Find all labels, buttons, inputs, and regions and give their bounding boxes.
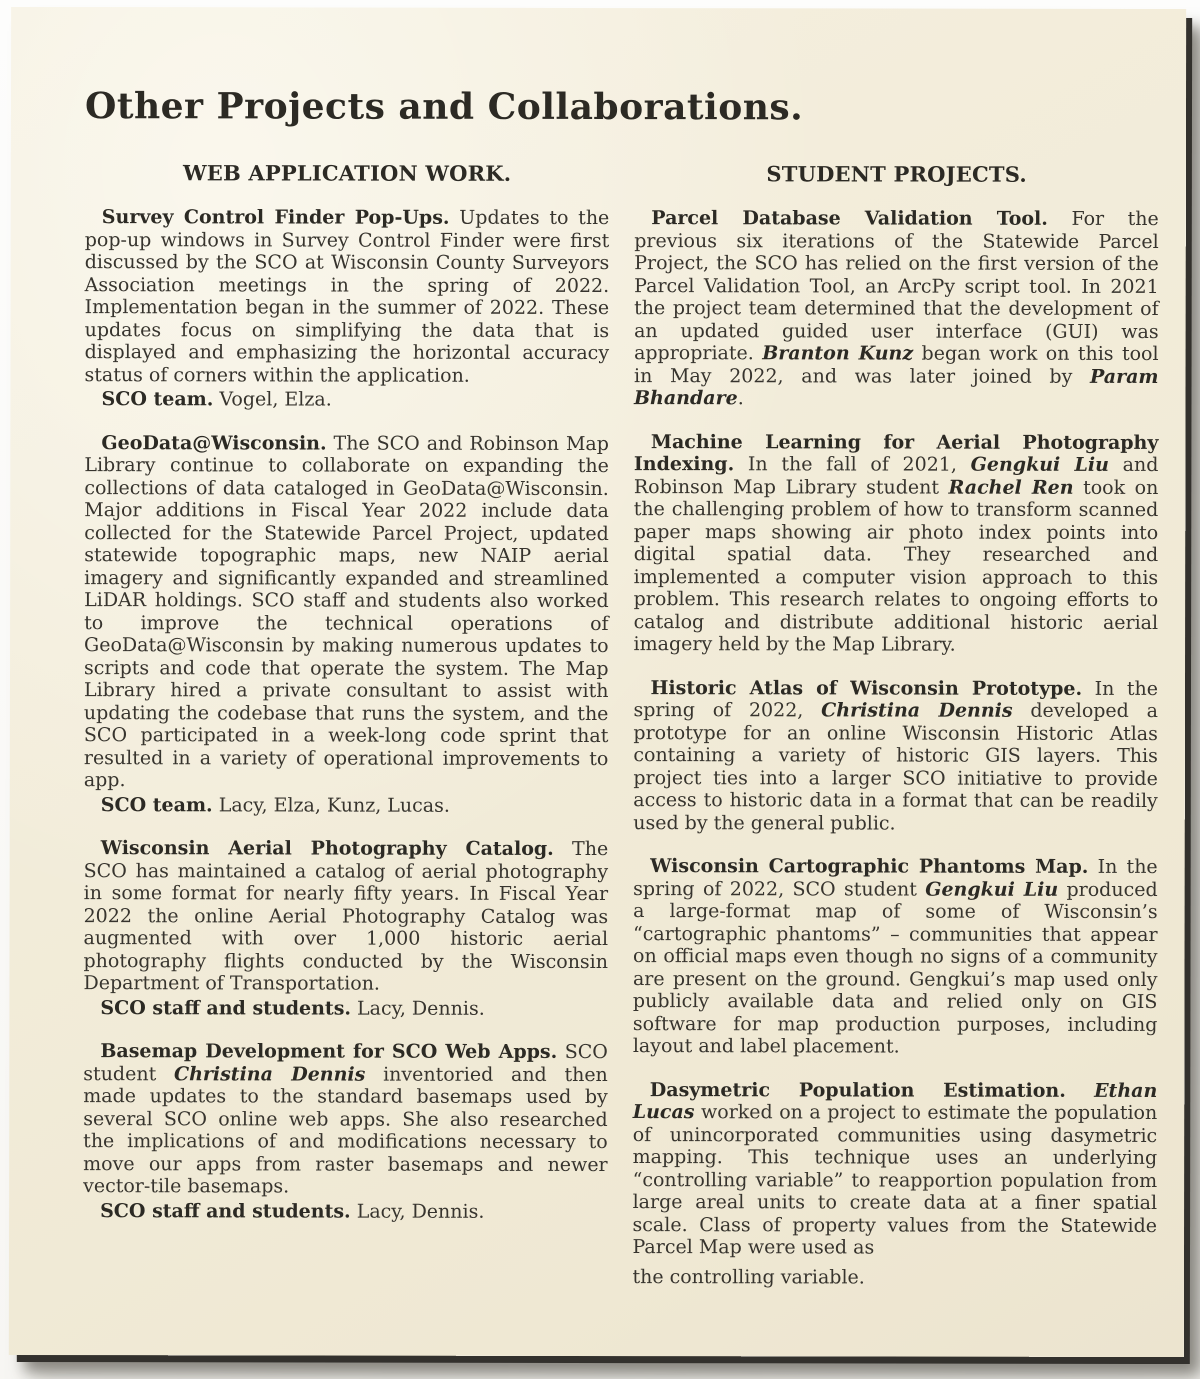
team-line bbox=[84, 794, 609, 817]
project-title: Wisconsin Cartographic Phantoms Map. bbox=[650, 855, 1089, 879]
document-page bbox=[9, 7, 1186, 1357]
project-body-text bbox=[1066, 1080, 1094, 1102]
two-column-layout bbox=[83, 160, 1159, 1289]
project-paragraph bbox=[633, 677, 1158, 835]
person-name: Christina Dennis bbox=[173, 1062, 366, 1086]
project-paragraph bbox=[634, 207, 1159, 410]
project-body-text: . bbox=[737, 387, 744, 410]
column-header-student-projects: STUDENT PROJECTS. bbox=[766, 161, 1027, 187]
project-title: Machine Learning for Aerial Photography Indexing. bbox=[633, 430, 1159, 476]
project-paragraph bbox=[632, 1079, 1157, 1260]
project-body-text: SCO student bbox=[83, 1041, 608, 1085]
team-names: Lacy, Dennis. bbox=[351, 997, 485, 1020]
project-title: GeoData@Wisconsin. bbox=[101, 431, 327, 455]
project-body-text: took on the challenging problem of how to transform scanned paper maps showing air photo index points into digital spatial data. They researched and implemented a computer vision approach to this problem. This research relates to ongoing efforts to catalog and distribute additional historic aerial imagery held by the Map Library. bbox=[633, 476, 1159, 656]
project-paragraph bbox=[84, 432, 609, 793]
project-body-text: inventoried and then made updates to the standard basemaps used by several SCO online web apps. She also researched the implications of and modifications necessary to move our apps from raster basemaps and newer vector-tile basemaps. bbox=[83, 1063, 608, 1198]
person-name: Branton Kunz bbox=[762, 342, 914, 365]
project-title: Parcel Database Validation Tool. bbox=[651, 207, 1048, 230]
team-line bbox=[83, 997, 608, 1020]
project-body-text: worked on a project to estimate the population of unincorporated communities using dasymetric mapping. This technique uses an underlying “controlling variable” to reapportion population from large areal units to create data at a finer spatial scale. Class of property values from the Statewide Parcel Map were used as bbox=[632, 1101, 1158, 1259]
left-sections bbox=[83, 206, 609, 1223]
project-paragraph bbox=[633, 855, 1158, 1058]
project-title: Dasymetric Population Estimation. bbox=[649, 1078, 1066, 1102]
column-header-web-application-work: WEB APPLICATION WORK. bbox=[182, 160, 512, 187]
project-body-text: Updates to the pop-up windows in Survey Control Finder were first discussed by the SCO at Wisconsin County Surveyors Association meetings in the spring of 2022. Implementation began in the summer of 2022. These updates focus on simplifying the data that is displayed and emphasizing the horizontal accuracy status of corners within the application. bbox=[84, 206, 610, 387]
project-paragraph bbox=[83, 837, 608, 995]
person-name: Param Bhandare bbox=[633, 365, 1159, 410]
team-names: Vogel, Elza. bbox=[213, 388, 332, 411]
person-name: Ethan Lucas bbox=[632, 1079, 1158, 1124]
project-title: Basemap Development for SCO Web Apps. bbox=[100, 1040, 558, 1064]
right-sections bbox=[632, 207, 1158, 1289]
project-paragraph bbox=[83, 1040, 608, 1198]
continuation-line: the controlling variable. bbox=[632, 1265, 865, 1289]
project-body-text: In the fall of 2021, bbox=[734, 453, 971, 476]
team-line bbox=[84, 388, 609, 411]
person-name: Christina Dennis bbox=[821, 699, 1013, 722]
project-body-text: began work on this tool in May 2022, and was later joined by bbox=[634, 342, 1159, 388]
project-body-text: and Robinson Map Library student bbox=[633, 454, 1159, 499]
column-left bbox=[83, 160, 609, 1223]
project-paragraph bbox=[85, 206, 610, 387]
person-name: Rachel Ren bbox=[948, 476, 1074, 499]
project-title: Historic Atlas of Wisconsin Prototype. bbox=[650, 676, 1083, 700]
team-label: SCO staff and students. bbox=[100, 1199, 351, 1223]
project-title: Survey Control Finder Pop-Ups. bbox=[101, 206, 450, 229]
team-names: Lacy, Elza, Kunz, Lucas. bbox=[212, 794, 450, 817]
project-body-text: The SCO and Robinson Map Library continue to collaborate on expanding the collections of data cataloged in GeoData@Wisconsin. Major additions in Fiscal Year 2022 include data collected for the Statewide Parcel Project, updated statewide topographic maps, new NAIP aerial imagery and significantly expanded and streamlined LiDAR holdings. SCO staff and students also worked to improve the technical operations of GeoData@Wisconsin by making numerous updates to scripts and code that operate the system. The Map Library hired a private consultant to assist with updating the codebase that runs the system, and the SCO participated in a week-long code sprint that resulted in a variety of operational improvements to app. bbox=[83, 432, 609, 792]
team-label: SCO team. bbox=[100, 793, 213, 817]
team-label: SCO staff and students. bbox=[100, 996, 352, 1020]
team-names: Lacy, Dennis. bbox=[350, 1200, 485, 1223]
project-body-text: In the spring of 2022, bbox=[633, 677, 1159, 722]
project-paragraph bbox=[634, 431, 1159, 657]
project-title: Wisconsin Aerial Photography Catalog. bbox=[100, 837, 554, 861]
project-body-text: developed a prototype for an online Wisconsin Historic Atlas containing a variety of historic GIS layers. This project ties into a larger SCO initiative to provide access to historic data in a format that can be readily used by the general public. bbox=[633, 699, 1158, 835]
project-body-text: produced a large-format map of some of Wisconsin’s “cartographic phantoms” – communities that appear on official maps even though no signs of a community are present on the ground. Gengkui’s map used only publicly available data and relied only on GIS software for map production purposes, including layout and label placement. bbox=[632, 878, 1158, 1058]
project-body-text: For the previous six iterations of the Statewide Parcel Project, the SCO has relied on the first version of the Parcel Validation Tool, an ArcPy script tool. In 2021 the project team determined that the development of an updated guided user interface (GUI) was appropriate. bbox=[634, 207, 1159, 365]
team-label: SCO team. bbox=[101, 388, 214, 411]
person-name: Gengkui Liu bbox=[970, 453, 1109, 477]
person-name: Gengkui Liu bbox=[925, 878, 1059, 901]
page-title: Other Projects and Collaborations. bbox=[84, 85, 804, 129]
column-right bbox=[632, 161, 1158, 1289]
project-body-text: The SCO has maintained a catalog of aerial photography in some format for nearly fifty years. In Fiscal Year 2022 the online Aerial Photography Catalog was augmented with over 1,000 historic aerial photography flights conducted by the Wisconsin Department of Transportation. bbox=[83, 838, 609, 995]
project-body-text: In the spring of 2022, SCO student bbox=[633, 856, 1158, 901]
team-line bbox=[83, 1200, 608, 1223]
